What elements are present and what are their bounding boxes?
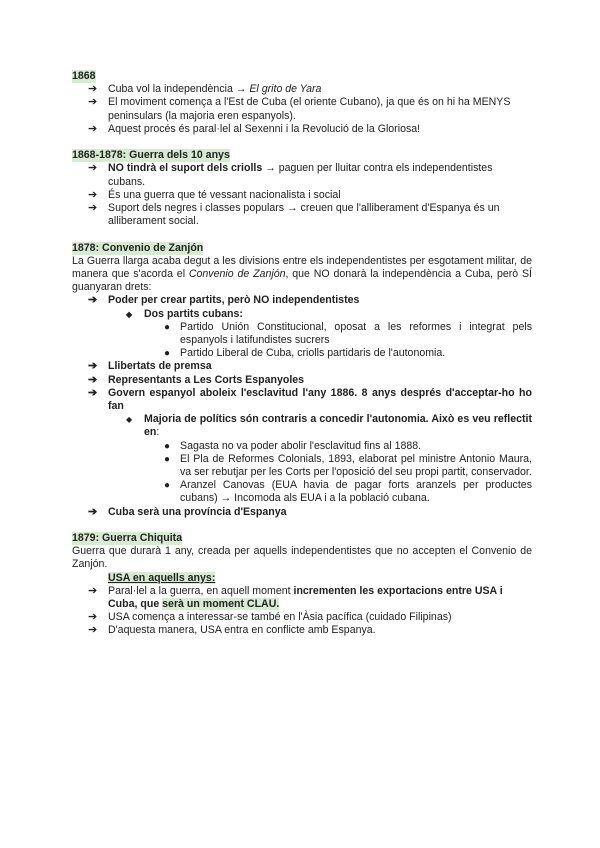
section-convenio-zanjon	[72, 242, 532, 519]
list-item: ➔ USA comença a interessar-se també en l'Àsia pacífica (cuidado Filipinas)	[88, 611, 452, 624]
arrow-bullet-icon: ➔	[88, 505, 98, 518]
diamond-bullet-icon: ◆	[126, 309, 133, 319]
list-item: ➔ Representants a Les Corts Espanyoles	[88, 373, 305, 386]
list-item: ● Sagasta no va poder abolir l'esclavitud fins al 1888.	[164, 439, 422, 452]
paragraph: La Guerra llarga acaba degut a les divisions entre els independentistes per esgotament militar, de manera que s'acorda el Convenio de Zanjón, que NO donarà la independència a Cuba, però SÍ guanyaran drets:	[72, 254, 532, 294]
section-guerra-chiquita-title: 1879: Guerra Chiquita	[72, 532, 183, 545]
diamond-bullet-icon: ◆	[126, 415, 133, 425]
paragraph: Guerra que durarà 1 any, creada per aquells independentistes que no accepten el Convenio de Zanjón.	[72, 545, 532, 571]
list-item: ➔ Poder per crear partits, però NO independentistes	[88, 294, 360, 307]
section-guerra-10-anys	[72, 149, 532, 228]
arrow-bullet-icon: ➔	[88, 162, 98, 175]
section-guerra-10-anys-title: 1868-1878: Guerra dels 10 anys	[72, 149, 230, 162]
arrow-bullet-icon: ➔	[88, 373, 98, 386]
dot-bullet-icon: ●	[164, 480, 171, 492]
arrow-bullet-icon: ➔	[88, 83, 98, 96]
arrow-bullet-icon: ➔	[88, 96, 98, 109]
list-item: ➔ Suport dels negres i classes populars → creuen que l'alliberament d'Espanya és un alliberament social.	[88, 202, 500, 228]
list-item: ◆ Majoria de polítics són contraris a concedir l'autonomia. Això es veu reflectit en:	[126, 413, 532, 439]
arrow-bullet-icon: ➔	[88, 294, 98, 307]
section-convenio-title: 1878: Convenio de Zanjón	[72, 241, 204, 254]
list-item: ● Aranzel Canovas (EUA havia de pagar forts aranzels per productes cubans) → Incomoda als EUA i a la població cubana.	[164, 479, 532, 505]
dot-bullet-icon: ●	[164, 348, 171, 360]
arrow-bullet-icon: ➔	[88, 386, 98, 399]
list-item: ➔ Cuba vol la independència → El grito de Yara	[88, 83, 322, 96]
usa-subheading: USA en aquells anys:	[108, 571, 216, 584]
list-item: ➔ D'aquesta manera, USA entra en conflicte amb Espanya.	[88, 624, 376, 637]
list-item: ● Partido Liberal de Cuba, criolls partidaris de l'autonomia.	[164, 347, 446, 360]
arrow-bullet-icon: ➔	[88, 122, 98, 135]
list-item: ➔ És una guerra que té vessant nacionalista i social	[88, 188, 341, 201]
arrow-bullet-icon: ➔	[88, 611, 98, 624]
section-guerra-chiquita	[72, 532, 532, 638]
arrow-bullet-icon: ➔	[88, 202, 98, 215]
list-item: ● El Pla de Reformes Colonials, 1893, elaborat pel ministre Antonio Maura, va ser rebutjar per les Corts per l'oposició del seu propi partit, conservador.	[164, 452, 532, 479]
section-1868-list	[72, 83, 532, 136]
dot-bullet-icon: ●	[164, 440, 171, 452]
list-item: ◆ Dos partits cubans:	[126, 307, 243, 320]
section-1868-title: 1868	[72, 70, 96, 82]
arrow-bullet-icon: ➔	[88, 360, 98, 373]
arrow-bullet-icon: ➔	[88, 188, 98, 201]
dot-bullet-icon: ●	[164, 321, 171, 333]
list-item: ➔ Govern espanyol aboleix l'esclavitud l'any 1886. 8 anys després d'acceptar-ho ho fan	[88, 386, 532, 413]
list-item: ➔ Paral·lel a la guerra, en aquell moment incrementen les exportacions entre USA i Cuba, que serà un moment CLAU.	[88, 584, 503, 611]
document-content	[72, 70, 532, 638]
list-item: ➔ El moviment comença a l'Est de Cuba (el oriente Cubano), ja que és on hi ha MENYS peninsulars (la majoria eren espanyols).	[88, 96, 511, 122]
list-item: ➔ NO tindrà el suport dels criolls → paguen per lluitar contra els independentistes cubans.	[88, 162, 493, 188]
list-item: ➔ Llibertats de premsa	[88, 360, 212, 373]
dot-bullet-icon: ●	[164, 453, 171, 465]
list-item: ➔ Aquest procés és paral·lel al Sexenni i la Revolució de la Gloriosa!	[88, 122, 421, 135]
arrow-bullet-icon: ➔	[88, 624, 98, 637]
arrow-bullet-icon: ➔	[88, 584, 98, 597]
list-item: ➔ Cuba serà una província d'Espanya	[88, 505, 287, 518]
list-item: ● Partido Unión Constitucional, oposat a les reformes i integrat pels espanyols i latifundistes sucrers	[164, 320, 532, 347]
section-1868	[72, 70, 532, 136]
